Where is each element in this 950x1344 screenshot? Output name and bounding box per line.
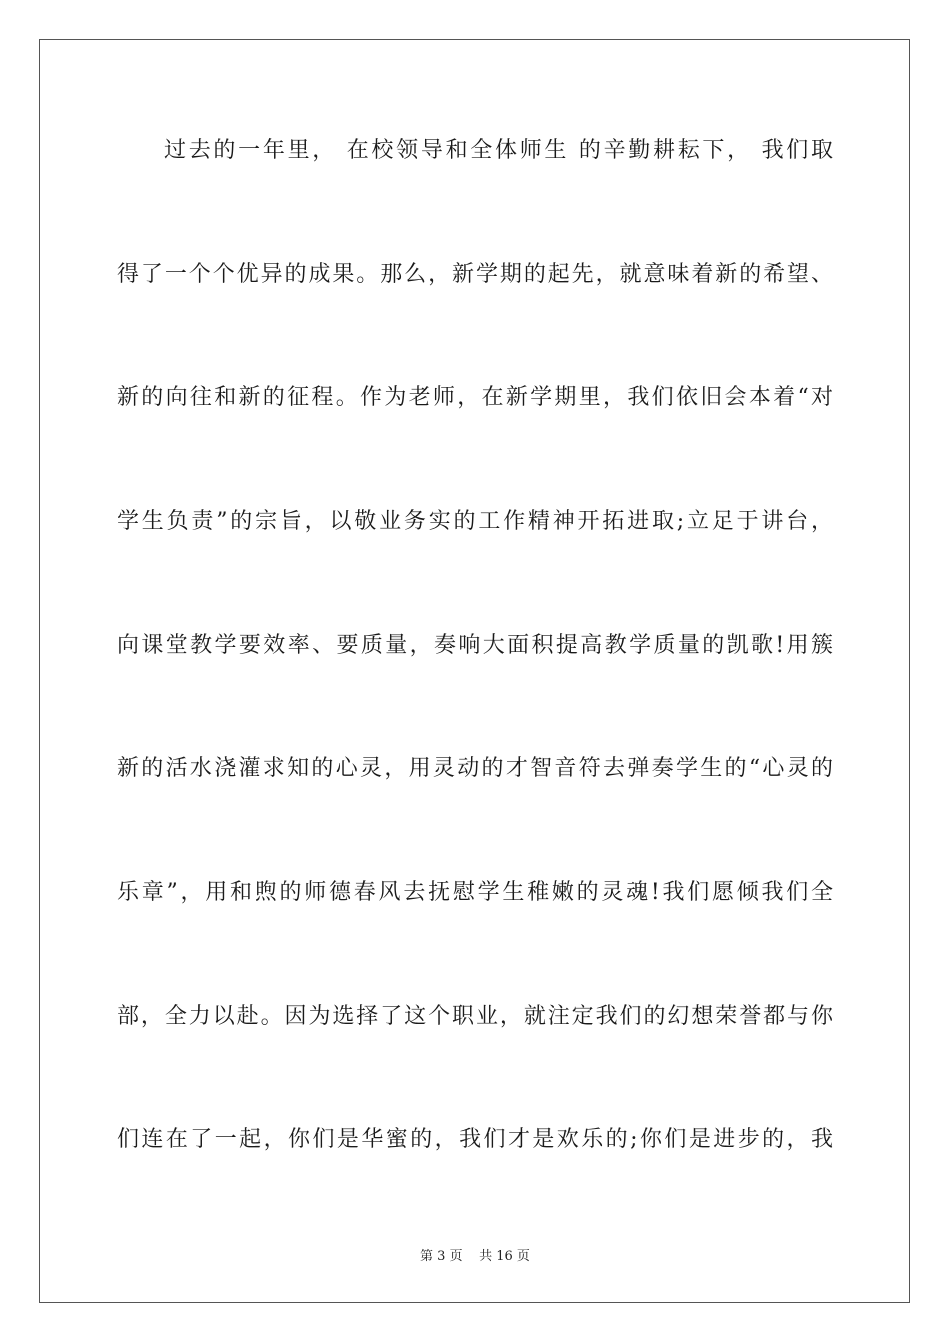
paragraph-line-2: 得了一个个优异的成果。那么，新学期的起先，就意味着新的希望、 — [117, 262, 833, 287]
paragraph-line-8: 部，全力以赴。因为选择了这个职业，就注定我们的幻想荣誉都与你 — [117, 1004, 833, 1029]
page-number: 第 3 页 — [420, 1249, 463, 1264]
paragraph-line-5: 向课堂教学要效率、要质量，奏响大面积提高教学质量的凯歌!用簇 — [117, 633, 833, 658]
paragraph-line-3: 新的向往和新的征程。作为老师，在新学期里，我们依旧会本着“对 — [117, 385, 833, 410]
paragraph-line-1: 过去的一年里， 在校领导和全体师生 的辛勤耕耘下， 我们取 — [164, 138, 833, 163]
page-border — [39, 39, 910, 1303]
total-pages: 共 16 页 — [479, 1249, 530, 1264]
paragraph-line-4: 学生负责”的宗旨，以敬业务实的工作精神开拓进取;立足于讲台， — [117, 509, 833, 534]
paragraph-line-9: 们连在了一起，你们是华蜜的，我们才是欢乐的;你们是进步的，我 — [117, 1127, 833, 1152]
paragraph-line-6: 新的活水浇灌求知的心灵，用灵动的才智音符去弹奏学生的“心灵的 — [117, 756, 833, 781]
paragraph-line-7: 乐章”，用和煦的师德春风去抚慰学生稚嫩的灵魂!我们愿倾我们全 — [117, 880, 833, 905]
page-footer — [0, 1248, 950, 1266]
